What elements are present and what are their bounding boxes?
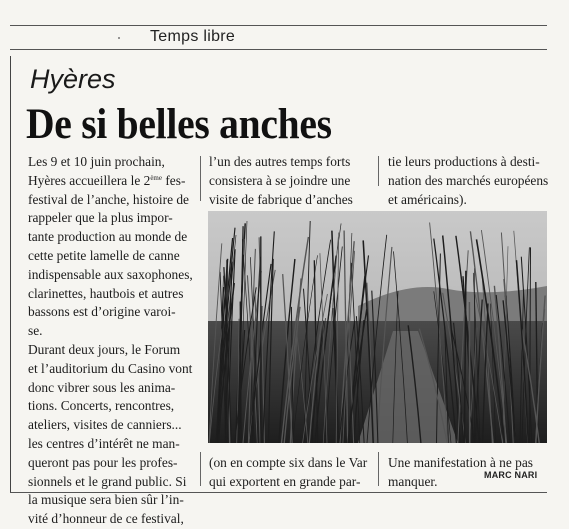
body-line: Hyères accueillera le 2ème fes- (28, 172, 186, 188)
body-line: bassons est d’origine varoi- (28, 304, 176, 320)
body-line: tante production au monde de (28, 229, 188, 245)
article-border (10, 56, 11, 492)
section-rule (10, 49, 547, 50)
column-divider (200, 452, 201, 486)
body-line: Durant deux jours, le Forum (28, 341, 181, 357)
body-line: Une manifestation à ne pas (388, 455, 534, 470)
body-line: et américains). (388, 191, 467, 207)
section-title: Temps libre (150, 28, 236, 45)
body-line: rappeler que la plus impor- (28, 210, 173, 226)
photo-illustration (208, 211, 547, 443)
body-line: l’un des autres temps forts (209, 154, 351, 169)
photo-credit: MARC NARI (484, 470, 538, 480)
body-line: nation des marchés européens (388, 172, 548, 188)
body-line: festival de l’anche, histoire de (28, 191, 189, 207)
body-line: et l’auditorium du Casino vont (28, 360, 193, 376)
body-line: cette petite lamelle de canne (28, 247, 180, 263)
rule-dot (118, 37, 120, 39)
article-column-1 (28, 153, 196, 529)
article-column-2-bottom (209, 454, 374, 492)
ordinal-superscript: ème (150, 173, 162, 182)
article-column-3-top (388, 153, 548, 209)
body-line: se. (28, 323, 43, 339)
body-line: qui exportent en grande par- (209, 473, 361, 489)
column-divider (378, 452, 379, 486)
body-line: indispensable aux saxophones, (28, 266, 193, 282)
column-divider (200, 156, 201, 201)
body-line: Les 9 et 10 juin prochain, (28, 154, 165, 169)
body-line: visite de fabrique d’anches (209, 191, 353, 207)
article-kicker: Hyères (30, 64, 116, 94)
body-line: manquer. (388, 473, 438, 489)
body-line: tions. Concerts, rencontres, (28, 398, 175, 414)
body-line: vité d’honneur de ce festival, (28, 511, 184, 527)
body-line: clarinettes, hautbois et autres (28, 285, 184, 301)
body-line: consistera à se joindre une (209, 172, 351, 188)
body-line: (on en compte six dans le Var (209, 455, 368, 470)
bottom-rule (10, 492, 547, 493)
article-column-2-top (209, 153, 374, 209)
body-line: donc vibrer sous les anima- (28, 379, 176, 395)
reed-field-photo (208, 211, 547, 443)
body-line: les centres d’intérêt ne man- (28, 435, 180, 451)
article-headline: De si belles anches (26, 101, 332, 148)
body-line: ateliers, visites de canniers... (28, 417, 182, 433)
body-line: la musique sera bien sûr l’in- (28, 492, 184, 508)
body-line: queront pas pour les profes- (28, 454, 178, 470)
body-line: tie leurs productions à desti- (388, 154, 540, 169)
body-line: sionnels et le grand public. Si (28, 473, 187, 489)
top-rule (10, 25, 547, 26)
column-divider (378, 156, 379, 186)
